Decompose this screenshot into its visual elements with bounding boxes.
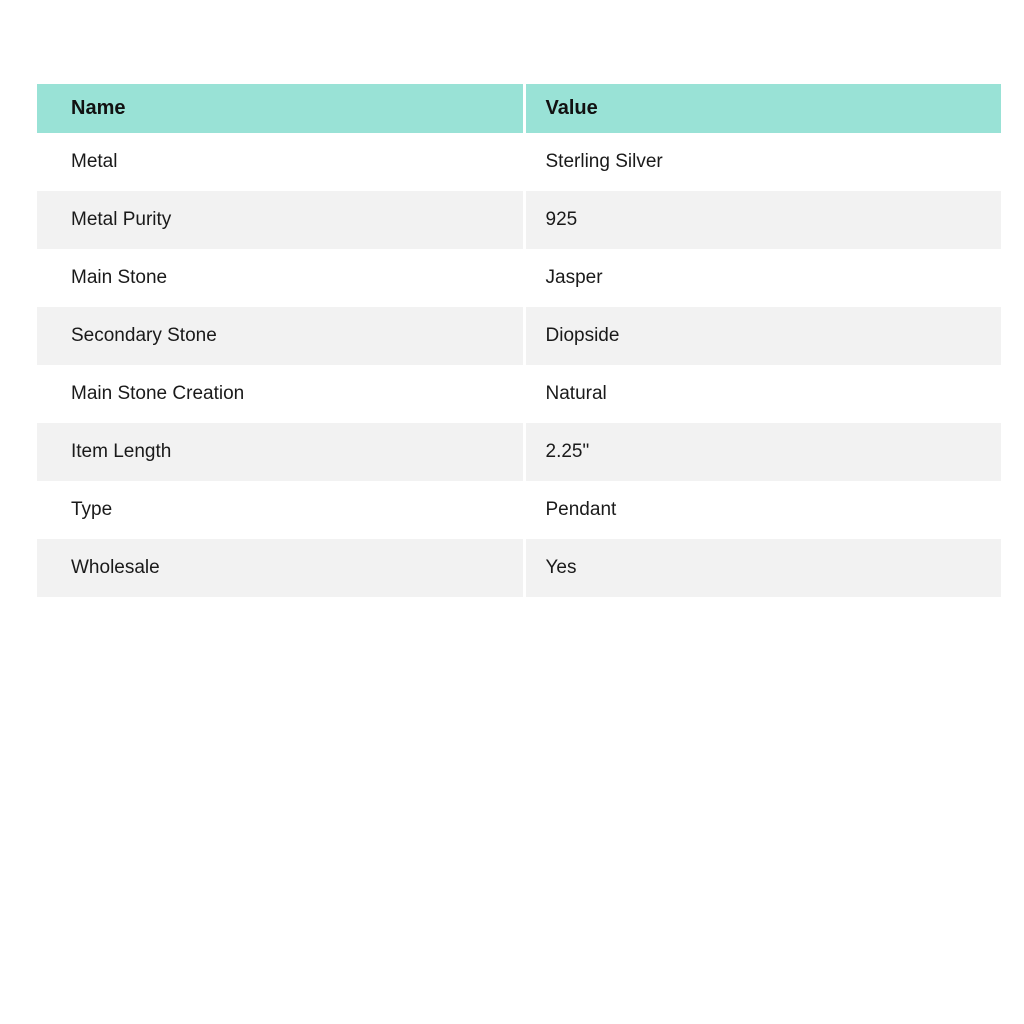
row-name-cell: Metal [37, 133, 524, 191]
table-body [37, 133, 1001, 597]
table-header-row [37, 84, 1001, 133]
table-row [37, 307, 1001, 365]
row-value-cell: Jasper [524, 249, 1001, 307]
table-row [37, 481, 1001, 539]
row-value-cell: Diopside [524, 307, 1001, 365]
row-value-cell: Pendant [524, 481, 1001, 539]
table-header [37, 84, 1001, 133]
row-name-cell: Main Stone [37, 249, 524, 307]
table-row [37, 539, 1001, 597]
row-value-cell: 925 [524, 191, 1001, 249]
header-cell-value: Value [524, 84, 1001, 133]
table-row [37, 423, 1001, 481]
table-row [37, 133, 1001, 191]
header-cell-name: Name [37, 84, 524, 133]
table-row [37, 249, 1001, 307]
row-value-cell: Natural [524, 365, 1001, 423]
row-value-cell: Sterling Silver [524, 133, 1001, 191]
table-row [37, 191, 1001, 249]
row-name-cell: Type [37, 481, 524, 539]
row-name-cell: Main Stone Creation [37, 365, 524, 423]
table-row [37, 365, 1001, 423]
row-value-cell: 2.25" [524, 423, 1001, 481]
row-value-cell: Yes [524, 539, 1001, 597]
row-name-cell: Secondary Stone [37, 307, 524, 365]
product-spec-table [37, 84, 1001, 597]
row-name-cell: Item Length [37, 423, 524, 481]
row-name-cell: Metal Purity [37, 191, 524, 249]
row-name-cell: Wholesale [37, 539, 524, 597]
